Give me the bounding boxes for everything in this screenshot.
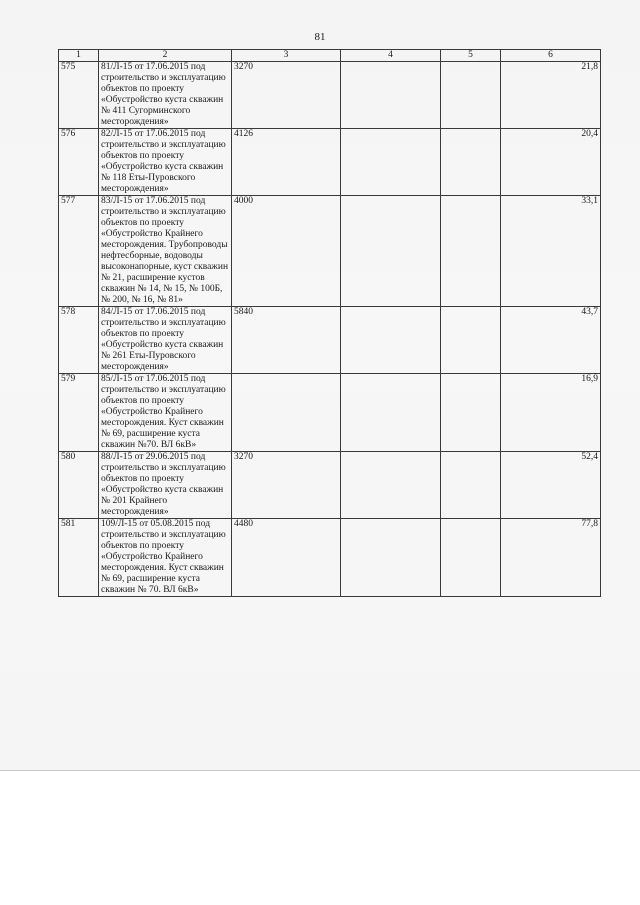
- row-description: 82/Л-15 от 17.06.2015 под строительство и эксплуатацию объектов по проекту «Обустройство куста скважин № 118 Еты-Пуровского месторождения»: [99, 129, 232, 196]
- row-col5: [441, 452, 501, 519]
- row-col4: [341, 307, 441, 374]
- row-col6: 21,8: [501, 62, 601, 129]
- row-description: 81/Л-15 от 17.06.2015 под строительство и эксплуатацию объектов по проекту «Обустройство куста скважин № 411 Сугорминского месторождения»: [99, 62, 232, 129]
- row-number: 581: [59, 519, 99, 597]
- row-col3: 3270: [232, 62, 341, 129]
- row-number: 577: [59, 196, 99, 307]
- row-col3: 4480: [232, 519, 341, 597]
- row-col6: 33,1: [501, 196, 601, 307]
- header-col-4: 4: [341, 50, 441, 62]
- row-col5: [441, 196, 501, 307]
- table-row: [59, 62, 601, 129]
- table-row: [59, 307, 601, 374]
- land-lease-table: [58, 49, 601, 597]
- row-col3: 3270: [232, 452, 341, 519]
- row-number: 576: [59, 129, 99, 196]
- row-col3: [232, 374, 341, 452]
- row-col4: [341, 452, 441, 519]
- table-row: [59, 196, 601, 307]
- row-col4: [341, 374, 441, 452]
- row-col4: [341, 62, 441, 129]
- row-col5: [441, 62, 501, 129]
- row-col6: 20,4: [501, 129, 601, 196]
- header-col-2: 2: [99, 50, 232, 62]
- header-col-3: 3: [232, 50, 341, 62]
- row-number: 575: [59, 62, 99, 129]
- row-description: 88/Л-15 от 29.06.2015 под строительство и эксплуатацию объектов по проекту «Обустройство куста скважин № 201 Крайнего месторождения»: [99, 452, 232, 519]
- row-col4: [341, 519, 441, 597]
- row-col3: 4000: [232, 196, 341, 307]
- row-description: 84/Л-15 от 17.06.2015 под строительство и эксплуатацию объектов по проекту «Обустройство куста скважин № 261 Еты-Пуровского месторождения»: [99, 307, 232, 374]
- header-col-1: 1: [59, 50, 99, 62]
- table-header-row: [59, 50, 601, 62]
- row-col5: [441, 307, 501, 374]
- table-row: [59, 519, 601, 597]
- row-col6: 52,4: [501, 452, 601, 519]
- row-description: 83/Л-15 от 17.06.2015 под строительство и эксплуатацию объектов по проекту «Обустройство Крайнего месторождения. Трубопроводы нефтесборные, водоводы высоконапорные, куст скважин № 21, расширение кустов скважин № 14, № 15, № 100Б, № 200, № 16, № 81»: [99, 196, 232, 307]
- row-col5: [441, 129, 501, 196]
- header-col-6: 6: [501, 50, 601, 62]
- table-row: [59, 452, 601, 519]
- row-description: 85/Л-15 от 17.06.2015 под строительство и эксплуатацию объектов по проекту «Обустройство Крайнего месторождения. Куст скважин № 69, расширение куста скважин №70. ВЛ 6кВ»: [99, 374, 232, 452]
- row-number: 579: [59, 374, 99, 452]
- page-number: 81: [314, 31, 326, 43]
- row-col6: 43,7: [501, 307, 601, 374]
- row-col5: [441, 374, 501, 452]
- row-col4: [341, 129, 441, 196]
- row-description: 109/Л-15 от 05.08.2015 под строительство и эксплуатацию объектов по проекту «Обустройство Крайнего месторождения. Куст скважин № 69, расширение куста скважин № 70. ВЛ 6кВ»: [99, 519, 232, 597]
- row-col6: 77,8: [501, 519, 601, 597]
- row-col5: [441, 519, 501, 597]
- row-col3: 4126: [232, 129, 341, 196]
- row-col4: [341, 196, 441, 307]
- header-col-5: 5: [441, 50, 501, 62]
- table-row: [59, 374, 601, 452]
- row-col3: 5840: [232, 307, 341, 374]
- table-row: [59, 129, 601, 196]
- row-number: 580: [59, 452, 99, 519]
- row-col6: 16,9: [501, 374, 601, 452]
- row-number: 578: [59, 307, 99, 374]
